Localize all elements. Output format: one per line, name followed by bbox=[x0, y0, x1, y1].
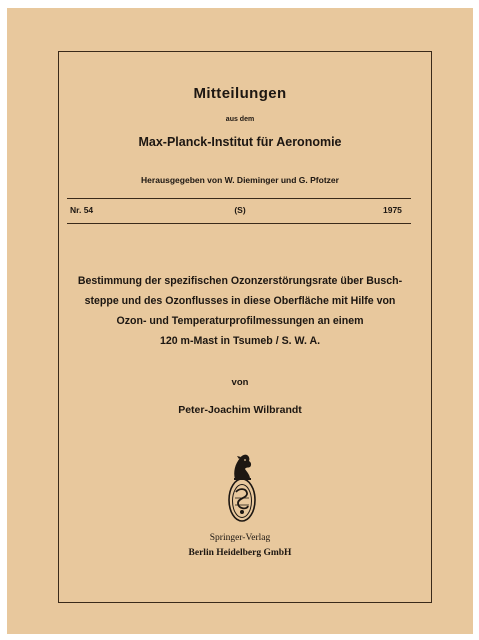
work-title bbox=[7, 271, 473, 351]
by-label: von bbox=[231, 377, 249, 388]
springer-knight-icon bbox=[222, 448, 262, 526]
publisher-location: Berlin Heidelberg GmbH bbox=[188, 548, 292, 558]
issue-number: Nr. 54 bbox=[70, 205, 94, 215]
work-title-line: Bestimmung der spezifischen Ozonzerstörungsrate über Busch- bbox=[77, 275, 403, 287]
aus-dem-label: aus dem bbox=[225, 116, 255, 123]
publisher-name: Springer-Verlag bbox=[209, 533, 271, 543]
section-code: (S) bbox=[234, 205, 246, 215]
bottom-divider bbox=[67, 223, 411, 224]
work-title-line: 120 m-Mast in Tsumeb / S. W. A. bbox=[159, 335, 321, 347]
institute-name: Max-Planck-Institut für Aeronomie bbox=[138, 135, 342, 149]
work-title-line: Ozon- und Temperaturprofilmessungen an einem bbox=[116, 315, 364, 327]
series-title: Mitteilungen bbox=[193, 85, 287, 102]
author-name: Peter-Joachim Wilbrandt bbox=[178, 404, 302, 416]
top-divider bbox=[67, 198, 411, 199]
book-cover bbox=[7, 8, 473, 634]
editors-line: Herausgegeben von W. Dieminger und G. Pfotzer bbox=[141, 175, 339, 185]
publication-year: 1975 bbox=[383, 205, 402, 215]
work-title-line: steppe und des Ozonflusses in diese Oberfläche mit Hilfe von bbox=[84, 295, 396, 307]
